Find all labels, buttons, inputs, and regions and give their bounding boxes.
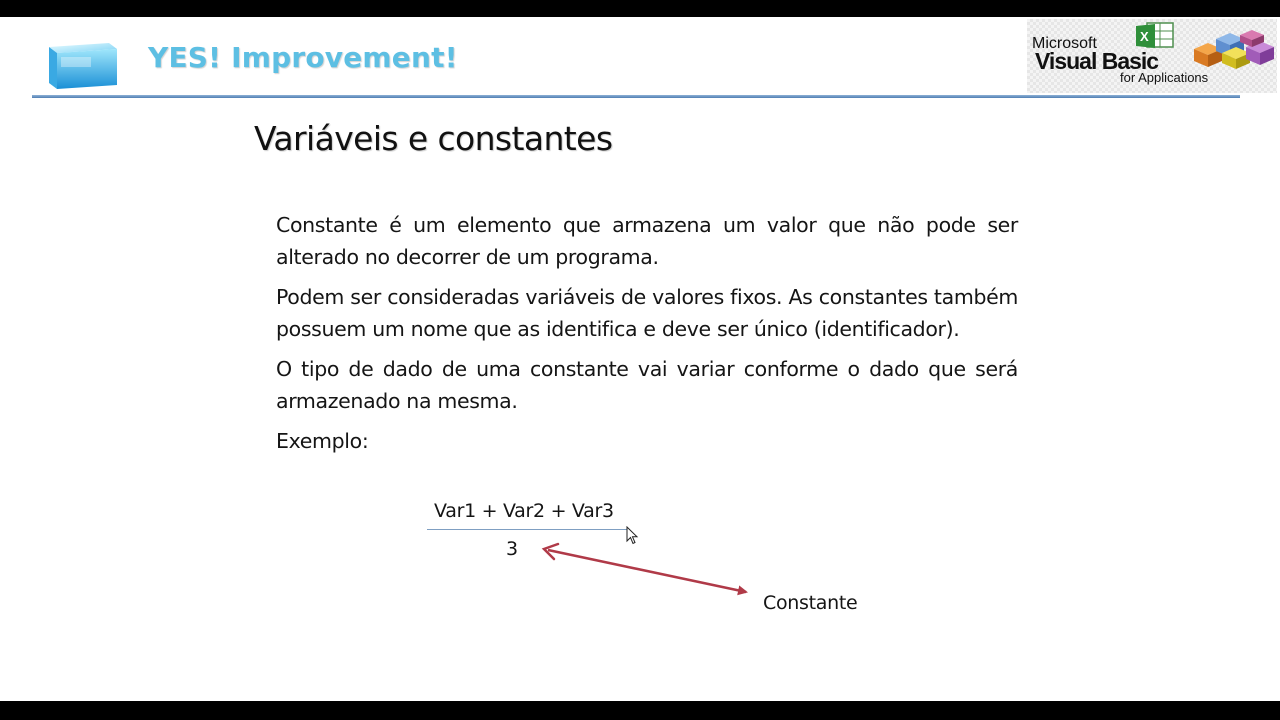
svg-text:X: X — [1140, 29, 1149, 44]
header-divider — [32, 95, 1240, 98]
arrow-icon — [536, 539, 752, 599]
slide-title: Variáveis e constantes — [254, 119, 613, 158]
paragraph-definition: Constante é um elemento que armazena um valor que não pode ser alterado no decorrer de um programa. — [276, 213, 1018, 269]
slide-body — [276, 209, 1018, 465]
fraction-numerator: Var1 + Var2 + Var3 — [434, 500, 614, 522]
mouse-cursor-icon — [626, 526, 640, 546]
vba-logo — [1027, 19, 1277, 93]
fraction-bar — [427, 529, 627, 530]
vba-logo-visual-basic: Visual Basic — [1035, 48, 1159, 74]
vba-logo-microsoft: Microsoft — [1032, 35, 1097, 52]
glass-cube-icon — [43, 37, 121, 91]
constant-annotation: Constante — [763, 592, 858, 614]
brand-title: YES! Improvement! — [148, 41, 458, 74]
slide — [0, 17, 1280, 701]
cubes-icon — [1192, 27, 1276, 69]
vba-logo-for-applications: for Applications — [1120, 70, 1209, 85]
paragraph-fixed-values: Podem ser consideradas variáveis de valores fixos. As constantes também possuem um nome que as identifica e deve ser único (identificador). — [276, 285, 1018, 341]
paragraph-data-type: O tipo de dado de uma constante vai variar conforme o dado que será armazenado na mesma. — [276, 357, 1018, 413]
excel-icon — [1135, 22, 1175, 50]
paragraph-example-label: Exemplo: — [276, 429, 369, 453]
fraction-denominator: 3 — [506, 538, 519, 560]
